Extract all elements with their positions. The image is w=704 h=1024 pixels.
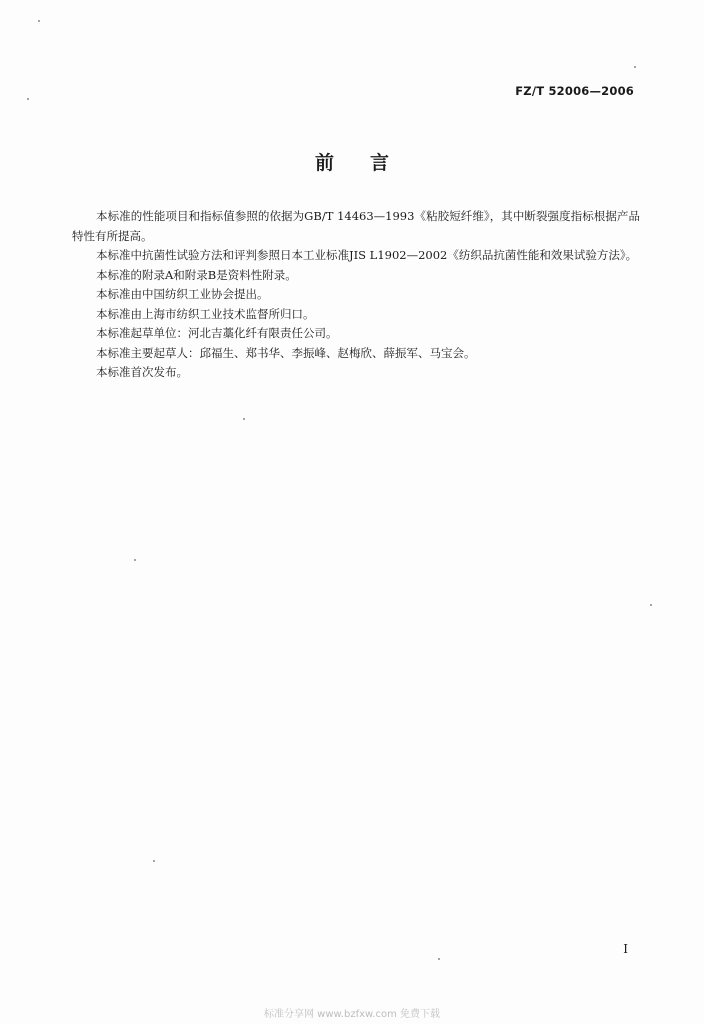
paragraph-administrator: 本标准由上海市纺织工业技术监督所归口。: [96, 306, 315, 321]
paragraph-proposer: 本标准由中国纺织工业协会提出。: [96, 287, 269, 301]
paragraph-appendix: 本标准的附录A和附录B是资料性附录。: [96, 267, 297, 282]
scan-speck: [634, 66, 636, 68]
foreword-body: [72, 207, 640, 383]
paragraph-test-method: 本标准中抗菌性试验方法和评判参照日本工业标准JIS L1902—2002《纺织品抗菌性能和效果试验方法》。: [96, 248, 638, 262]
scan-speck: [243, 418, 245, 420]
paragraph-first-release: 本标准首次发布。: [96, 365, 188, 379]
paragraph-basis: 本标准的性能项目和指标值参照的依据为GB/T 14463—1993《粘胶短纤维》，其中断裂强度指标根据产品特性有所提高。: [72, 209, 640, 243]
scan-speck: [153, 860, 155, 862]
standard-code: FZ/T 52006—2006: [515, 84, 634, 98]
scan-speck: [438, 958, 440, 960]
scan-speck: [38, 20, 40, 22]
watermark: 标准分享网 www.bzfxw.com 免费下载: [264, 1009, 440, 1020]
scan-speck: [134, 559, 136, 561]
paragraph-drafters: 本标准主要起草人：邱福生、郑书华、李振峰、赵梅欣、薛振军、马宝会。: [96, 345, 476, 360]
paragraph-drafting-unit: 本标准起草单位：河北吉藁化纤有限责任公司。: [96, 326, 338, 340]
page-title: 前言: [314, 152, 425, 174]
page-number: I: [623, 942, 628, 956]
scan-speck: [650, 604, 652, 606]
scan-speck: [27, 98, 29, 100]
